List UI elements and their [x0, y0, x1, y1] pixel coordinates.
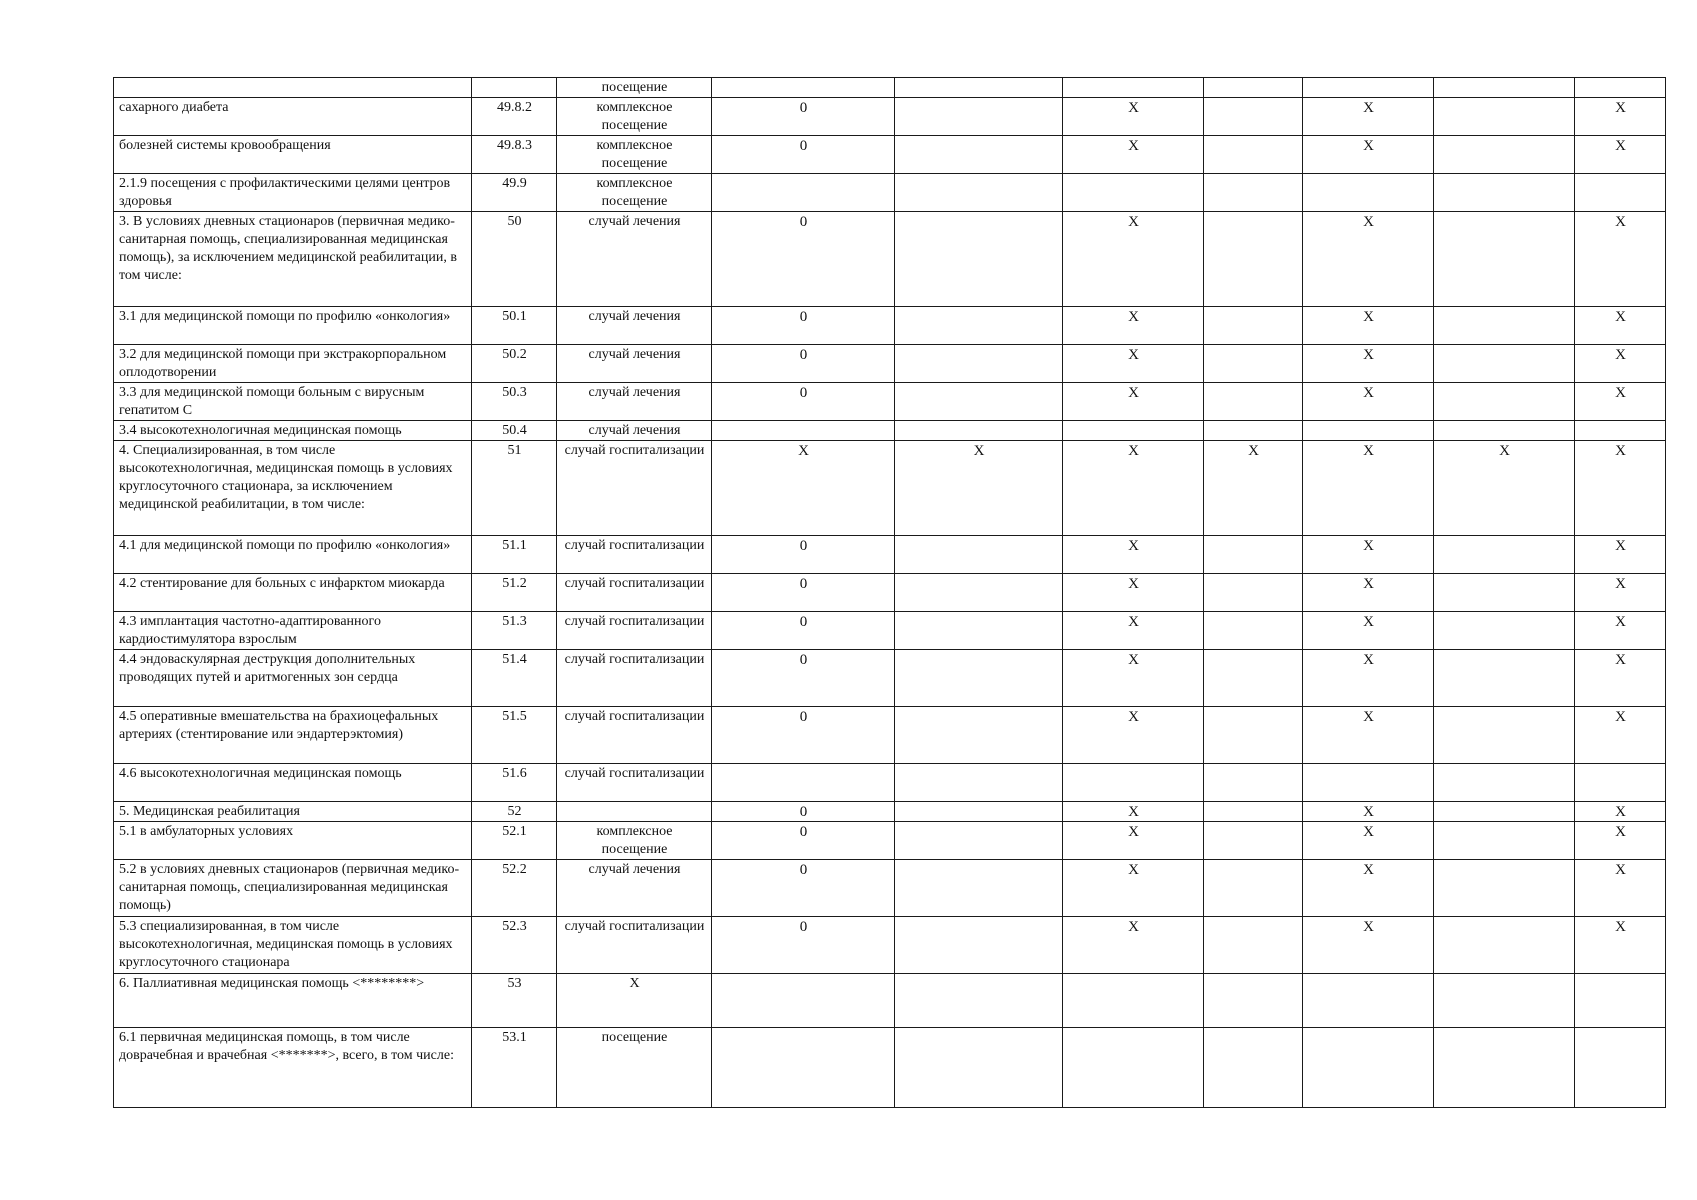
table-row — [114, 1028, 1666, 1108]
value-cell-4 — [1204, 212, 1303, 307]
value-cell-6 — [1434, 536, 1575, 574]
value-cell-3 — [1063, 78, 1204, 98]
value-cell-2 — [895, 917, 1063, 974]
value-cell-1: 0 — [712, 98, 895, 136]
row-name-cell: 4. Специализированная, в том числе высокотехнологичная, медицинская помощь в условиях круглосуточного стационара, за исключением медицинской реабилитации, в том числе: — [114, 441, 472, 536]
value-cell-6 — [1434, 345, 1575, 383]
table-row — [114, 421, 1666, 441]
table-body — [114, 78, 1666, 1108]
table-row — [114, 98, 1666, 136]
table-row — [114, 536, 1666, 574]
row-code-cell: 51 — [472, 441, 557, 536]
value-cell-5: X — [1303, 307, 1434, 345]
value-cell-1: X — [712, 441, 895, 536]
value-cell-4 — [1204, 707, 1303, 764]
value-cell-1: 0 — [712, 860, 895, 917]
value-cell-4 — [1204, 345, 1303, 383]
row-name-cell — [114, 78, 472, 98]
value-cell-4 — [1204, 917, 1303, 974]
value-cell-6 — [1434, 307, 1575, 345]
value-cell-3: X — [1063, 707, 1204, 764]
value-cell-3 — [1063, 174, 1204, 212]
value-cell-5 — [1303, 421, 1434, 441]
row-unit-cell: случай лечения — [557, 860, 712, 917]
value-cell-5: X — [1303, 536, 1434, 574]
row-unit-cell: случай госпитализации — [557, 707, 712, 764]
value-cell-5: X — [1303, 822, 1434, 860]
value-cell-2 — [895, 822, 1063, 860]
value-cell-7: X — [1575, 822, 1666, 860]
table-row — [114, 136, 1666, 174]
value-cell-5: X — [1303, 441, 1434, 536]
value-cell-3: X — [1063, 917, 1204, 974]
value-cell-6 — [1434, 98, 1575, 136]
row-code-cell — [472, 78, 557, 98]
table-row — [114, 345, 1666, 383]
row-code-cell: 53.1 — [472, 1028, 557, 1108]
value-cell-6 — [1434, 1028, 1575, 1108]
table-row — [114, 212, 1666, 307]
value-cell-3: X — [1063, 307, 1204, 345]
row-code-cell: 50.2 — [472, 345, 557, 383]
row-unit-cell: случай лечения — [557, 307, 712, 345]
table-row — [114, 174, 1666, 212]
value-cell-3: X — [1063, 383, 1204, 421]
value-cell-3 — [1063, 1028, 1204, 1108]
table-row — [114, 917, 1666, 974]
row-unit-cell: случай госпитализации — [557, 917, 712, 974]
value-cell-7: X — [1575, 98, 1666, 136]
value-cell-4 — [1204, 650, 1303, 707]
value-cell-1 — [712, 974, 895, 1028]
value-cell-3: X — [1063, 345, 1204, 383]
value-cell-4 — [1204, 383, 1303, 421]
value-cell-2 — [895, 421, 1063, 441]
value-cell-1: 0 — [712, 650, 895, 707]
row-unit-cell: случай госпитализации — [557, 764, 712, 802]
value-cell-7: X — [1575, 345, 1666, 383]
value-cell-7 — [1575, 174, 1666, 212]
value-cell-6 — [1434, 764, 1575, 802]
row-unit-cell: случай госпитализации — [557, 441, 712, 536]
row-name-cell: 4.5 оперативные вмешательства на брахиоцефальных артериях (стентирование или эндартерэктомия) — [114, 707, 472, 764]
table-row — [114, 650, 1666, 707]
table-row — [114, 822, 1666, 860]
value-cell-1 — [712, 78, 895, 98]
value-cell-5: X — [1303, 574, 1434, 612]
value-cell-5: X — [1303, 650, 1434, 707]
value-cell-1: 0 — [712, 707, 895, 764]
value-cell-7: X — [1575, 574, 1666, 612]
value-cell-2 — [895, 802, 1063, 822]
row-unit-cell: посещение — [557, 78, 712, 98]
row-name-cell: 3.3 для медицинской помощи больным с вирусным гепатитом С — [114, 383, 472, 421]
value-cell-7: X — [1575, 307, 1666, 345]
value-cell-4 — [1204, 1028, 1303, 1108]
row-unit-cell: случай госпитализации — [557, 574, 712, 612]
row-code-cell: 51.6 — [472, 764, 557, 802]
value-cell-7 — [1575, 764, 1666, 802]
value-cell-3 — [1063, 974, 1204, 1028]
value-cell-5: X — [1303, 860, 1434, 917]
value-cell-6 — [1434, 917, 1575, 974]
value-cell-3: X — [1063, 860, 1204, 917]
row-code-cell: 50 — [472, 212, 557, 307]
value-cell-2 — [895, 212, 1063, 307]
value-cell-3: X — [1063, 136, 1204, 174]
value-cell-2 — [895, 536, 1063, 574]
value-cell-1: 0 — [712, 212, 895, 307]
row-code-cell: 52.1 — [472, 822, 557, 860]
value-cell-2 — [895, 136, 1063, 174]
value-cell-5: X — [1303, 802, 1434, 822]
value-cell-4 — [1204, 612, 1303, 650]
value-cell-3: X — [1063, 650, 1204, 707]
row-unit-cell — [557, 802, 712, 822]
value-cell-4 — [1204, 536, 1303, 574]
value-cell-4 — [1204, 421, 1303, 441]
table-row — [114, 860, 1666, 917]
value-cell-7: X — [1575, 707, 1666, 764]
value-cell-6: X — [1434, 441, 1575, 536]
value-cell-7: X — [1575, 536, 1666, 574]
value-cell-4 — [1204, 98, 1303, 136]
value-cell-2 — [895, 98, 1063, 136]
value-cell-3: X — [1063, 802, 1204, 822]
value-cell-4: X — [1204, 441, 1303, 536]
value-cell-4 — [1204, 860, 1303, 917]
row-name-cell: 5.3 специализированная, в том числе высокотехнологичная, медицинская помощь в условиях круглосуточного стационара — [114, 917, 472, 974]
value-cell-6 — [1434, 574, 1575, 612]
value-cell-1: 0 — [712, 136, 895, 174]
value-cell-4 — [1204, 974, 1303, 1028]
row-name-cell: болезней системы кровообращения — [114, 136, 472, 174]
value-cell-4 — [1204, 764, 1303, 802]
value-cell-7 — [1575, 1028, 1666, 1108]
value-cell-7: X — [1575, 383, 1666, 421]
table-row — [114, 383, 1666, 421]
row-code-cell: 49.8.3 — [472, 136, 557, 174]
value-cell-1: 0 — [712, 345, 895, 383]
row-unit-cell: случай лечения — [557, 421, 712, 441]
row-code-cell: 49.8.2 — [472, 98, 557, 136]
value-cell-6 — [1434, 707, 1575, 764]
row-code-cell: 51.1 — [472, 536, 557, 574]
row-code-cell: 52 — [472, 802, 557, 822]
value-cell-2 — [895, 974, 1063, 1028]
value-cell-6 — [1434, 421, 1575, 441]
row-name-cell: 5.2 в условиях дневных стационаров (первичная медико-санитарная помощь, специализированная медицинская помощь) — [114, 860, 472, 917]
row-name-cell: 3. В условиях дневных стационаров (первичная медико-санитарная помощь, специализированная медицинская помощь), за исключением медицинской реабилитации, в том числе: — [114, 212, 472, 307]
row-unit-cell: комплексное посещение — [557, 98, 712, 136]
row-unit-cell: X — [557, 974, 712, 1028]
value-cell-5 — [1303, 1028, 1434, 1108]
value-cell-5 — [1303, 78, 1434, 98]
row-name-cell: 4.1 для медицинской помощи по профилю «онкология» — [114, 536, 472, 574]
value-cell-7: X — [1575, 917, 1666, 974]
table-row — [114, 802, 1666, 822]
value-cell-7 — [1575, 78, 1666, 98]
row-unit-cell: случай лечения — [557, 383, 712, 421]
value-cell-6 — [1434, 136, 1575, 174]
row-unit-cell: случай госпитализации — [557, 612, 712, 650]
row-unit-cell: случай госпитализации — [557, 536, 712, 574]
value-cell-2 — [895, 650, 1063, 707]
value-cell-1 — [712, 421, 895, 441]
table-row — [114, 764, 1666, 802]
row-code-cell: 51.2 — [472, 574, 557, 612]
row-unit-cell: комплексное посещение — [557, 136, 712, 174]
value-cell-1 — [712, 1028, 895, 1108]
row-code-cell: 52.2 — [472, 860, 557, 917]
value-cell-2 — [895, 860, 1063, 917]
table-row — [114, 441, 1666, 536]
row-code-cell: 53 — [472, 974, 557, 1028]
value-cell-5 — [1303, 764, 1434, 802]
value-cell-6 — [1434, 860, 1575, 917]
row-code-cell: 52.3 — [472, 917, 557, 974]
value-cell-5: X — [1303, 136, 1434, 174]
table-row — [114, 78, 1666, 98]
value-cell-5: X — [1303, 707, 1434, 764]
row-name-cell: 4.4 эндоваскулярная деструкция дополнительных проводящих путей и аритмогенных зон сердца — [114, 650, 472, 707]
value-cell-3: X — [1063, 212, 1204, 307]
value-cell-3: X — [1063, 822, 1204, 860]
value-cell-6 — [1434, 383, 1575, 421]
row-name-cell: 6. Паллиативная медицинская помощь <********> — [114, 974, 472, 1028]
value-cell-4 — [1204, 307, 1303, 345]
row-name-cell: 4.3 имплантация частотно-адаптированного кардиостимулятора взрослым — [114, 612, 472, 650]
value-cell-2: X — [895, 441, 1063, 536]
row-unit-cell: случай лечения — [557, 212, 712, 307]
row-unit-cell: случай госпитализации — [557, 650, 712, 707]
value-cell-5 — [1303, 174, 1434, 212]
value-cell-5: X — [1303, 612, 1434, 650]
value-cell-7 — [1575, 974, 1666, 1028]
row-name-cell: 5.1 в амбулаторных условиях — [114, 822, 472, 860]
value-cell-7: X — [1575, 212, 1666, 307]
value-cell-4 — [1204, 574, 1303, 612]
value-cell-1: 0 — [712, 822, 895, 860]
row-code-cell: 50.3 — [472, 383, 557, 421]
table-row — [114, 707, 1666, 764]
value-cell-4 — [1204, 822, 1303, 860]
value-cell-6 — [1434, 822, 1575, 860]
value-cell-1: 0 — [712, 612, 895, 650]
value-cell-1: 0 — [712, 917, 895, 974]
row-code-cell: 50.1 — [472, 307, 557, 345]
value-cell-4 — [1204, 78, 1303, 98]
value-cell-3: X — [1063, 441, 1204, 536]
value-cell-1: 0 — [712, 307, 895, 345]
value-cell-5: X — [1303, 383, 1434, 421]
value-cell-1: 0 — [712, 574, 895, 612]
row-name-cell: 4.6 высокотехнологичная медицинская помощь — [114, 764, 472, 802]
value-cell-6 — [1434, 612, 1575, 650]
value-cell-4 — [1204, 802, 1303, 822]
value-cell-3 — [1063, 764, 1204, 802]
value-cell-5: X — [1303, 917, 1434, 974]
value-cell-2 — [895, 1028, 1063, 1108]
value-cell-4 — [1204, 174, 1303, 212]
value-cell-2 — [895, 174, 1063, 212]
value-cell-3: X — [1063, 98, 1204, 136]
value-cell-6 — [1434, 974, 1575, 1028]
row-name-cell: сахарного диабета — [114, 98, 472, 136]
value-cell-6 — [1434, 174, 1575, 212]
row-code-cell: 51.5 — [472, 707, 557, 764]
row-code-cell: 49.9 — [472, 174, 557, 212]
row-name-cell: 3.1 для медицинской помощи по профилю «онкология» — [114, 307, 472, 345]
value-cell-6 — [1434, 212, 1575, 307]
value-cell-2 — [895, 383, 1063, 421]
value-cell-7: X — [1575, 612, 1666, 650]
value-cell-2 — [895, 574, 1063, 612]
table-row — [114, 974, 1666, 1028]
row-name-cell: 3.2 для медицинской помощи при экстракорпоральном оплодотворении — [114, 345, 472, 383]
value-cell-2 — [895, 764, 1063, 802]
row-name-cell: 2.1.9 посещения с профилактическими целями центров здоровья — [114, 174, 472, 212]
value-cell-3: X — [1063, 574, 1204, 612]
row-code-cell: 51.4 — [472, 650, 557, 707]
value-cell-2 — [895, 612, 1063, 650]
row-name-cell: 6.1 первичная медицинская помощь, в том числе доврачебная и врачебная <*******>, всего, в том числе: — [114, 1028, 472, 1108]
value-cell-3 — [1063, 421, 1204, 441]
value-cell-5: X — [1303, 212, 1434, 307]
value-cell-4 — [1204, 136, 1303, 174]
value-cell-7: X — [1575, 802, 1666, 822]
value-cell-1: 0 — [712, 536, 895, 574]
row-unit-cell: комплексное посещение — [557, 174, 712, 212]
row-name-cell: 3.4 высокотехнологичная медицинская помощь — [114, 421, 472, 441]
data-table — [113, 77, 1666, 1108]
value-cell-1: 0 — [712, 802, 895, 822]
value-cell-5: X — [1303, 98, 1434, 136]
row-code-cell: 50.4 — [472, 421, 557, 441]
value-cell-2 — [895, 345, 1063, 383]
row-code-cell: 51.3 — [472, 612, 557, 650]
table-row — [114, 612, 1666, 650]
value-cell-6 — [1434, 802, 1575, 822]
row-unit-cell: комплексное посещение — [557, 822, 712, 860]
value-cell-2 — [895, 707, 1063, 764]
row-name-cell: 5. Медицинская реабилитация — [114, 802, 472, 822]
value-cell-3: X — [1063, 612, 1204, 650]
value-cell-1: 0 — [712, 383, 895, 421]
table-row — [114, 574, 1666, 612]
value-cell-7: X — [1575, 650, 1666, 707]
value-cell-5 — [1303, 974, 1434, 1028]
value-cell-7: X — [1575, 441, 1666, 536]
row-name-cell: 4.2 стентирование для больных с инфарктом миокарда — [114, 574, 472, 612]
value-cell-2 — [895, 78, 1063, 98]
value-cell-6 — [1434, 650, 1575, 707]
value-cell-7 — [1575, 421, 1666, 441]
value-cell-7: X — [1575, 860, 1666, 917]
value-cell-6 — [1434, 78, 1575, 98]
value-cell-7: X — [1575, 136, 1666, 174]
table-row — [114, 307, 1666, 345]
value-cell-3: X — [1063, 536, 1204, 574]
value-cell-1 — [712, 764, 895, 802]
row-unit-cell: случай лечения — [557, 345, 712, 383]
value-cell-1 — [712, 174, 895, 212]
row-unit-cell: посещение — [557, 1028, 712, 1108]
value-cell-2 — [895, 307, 1063, 345]
value-cell-5: X — [1303, 345, 1434, 383]
